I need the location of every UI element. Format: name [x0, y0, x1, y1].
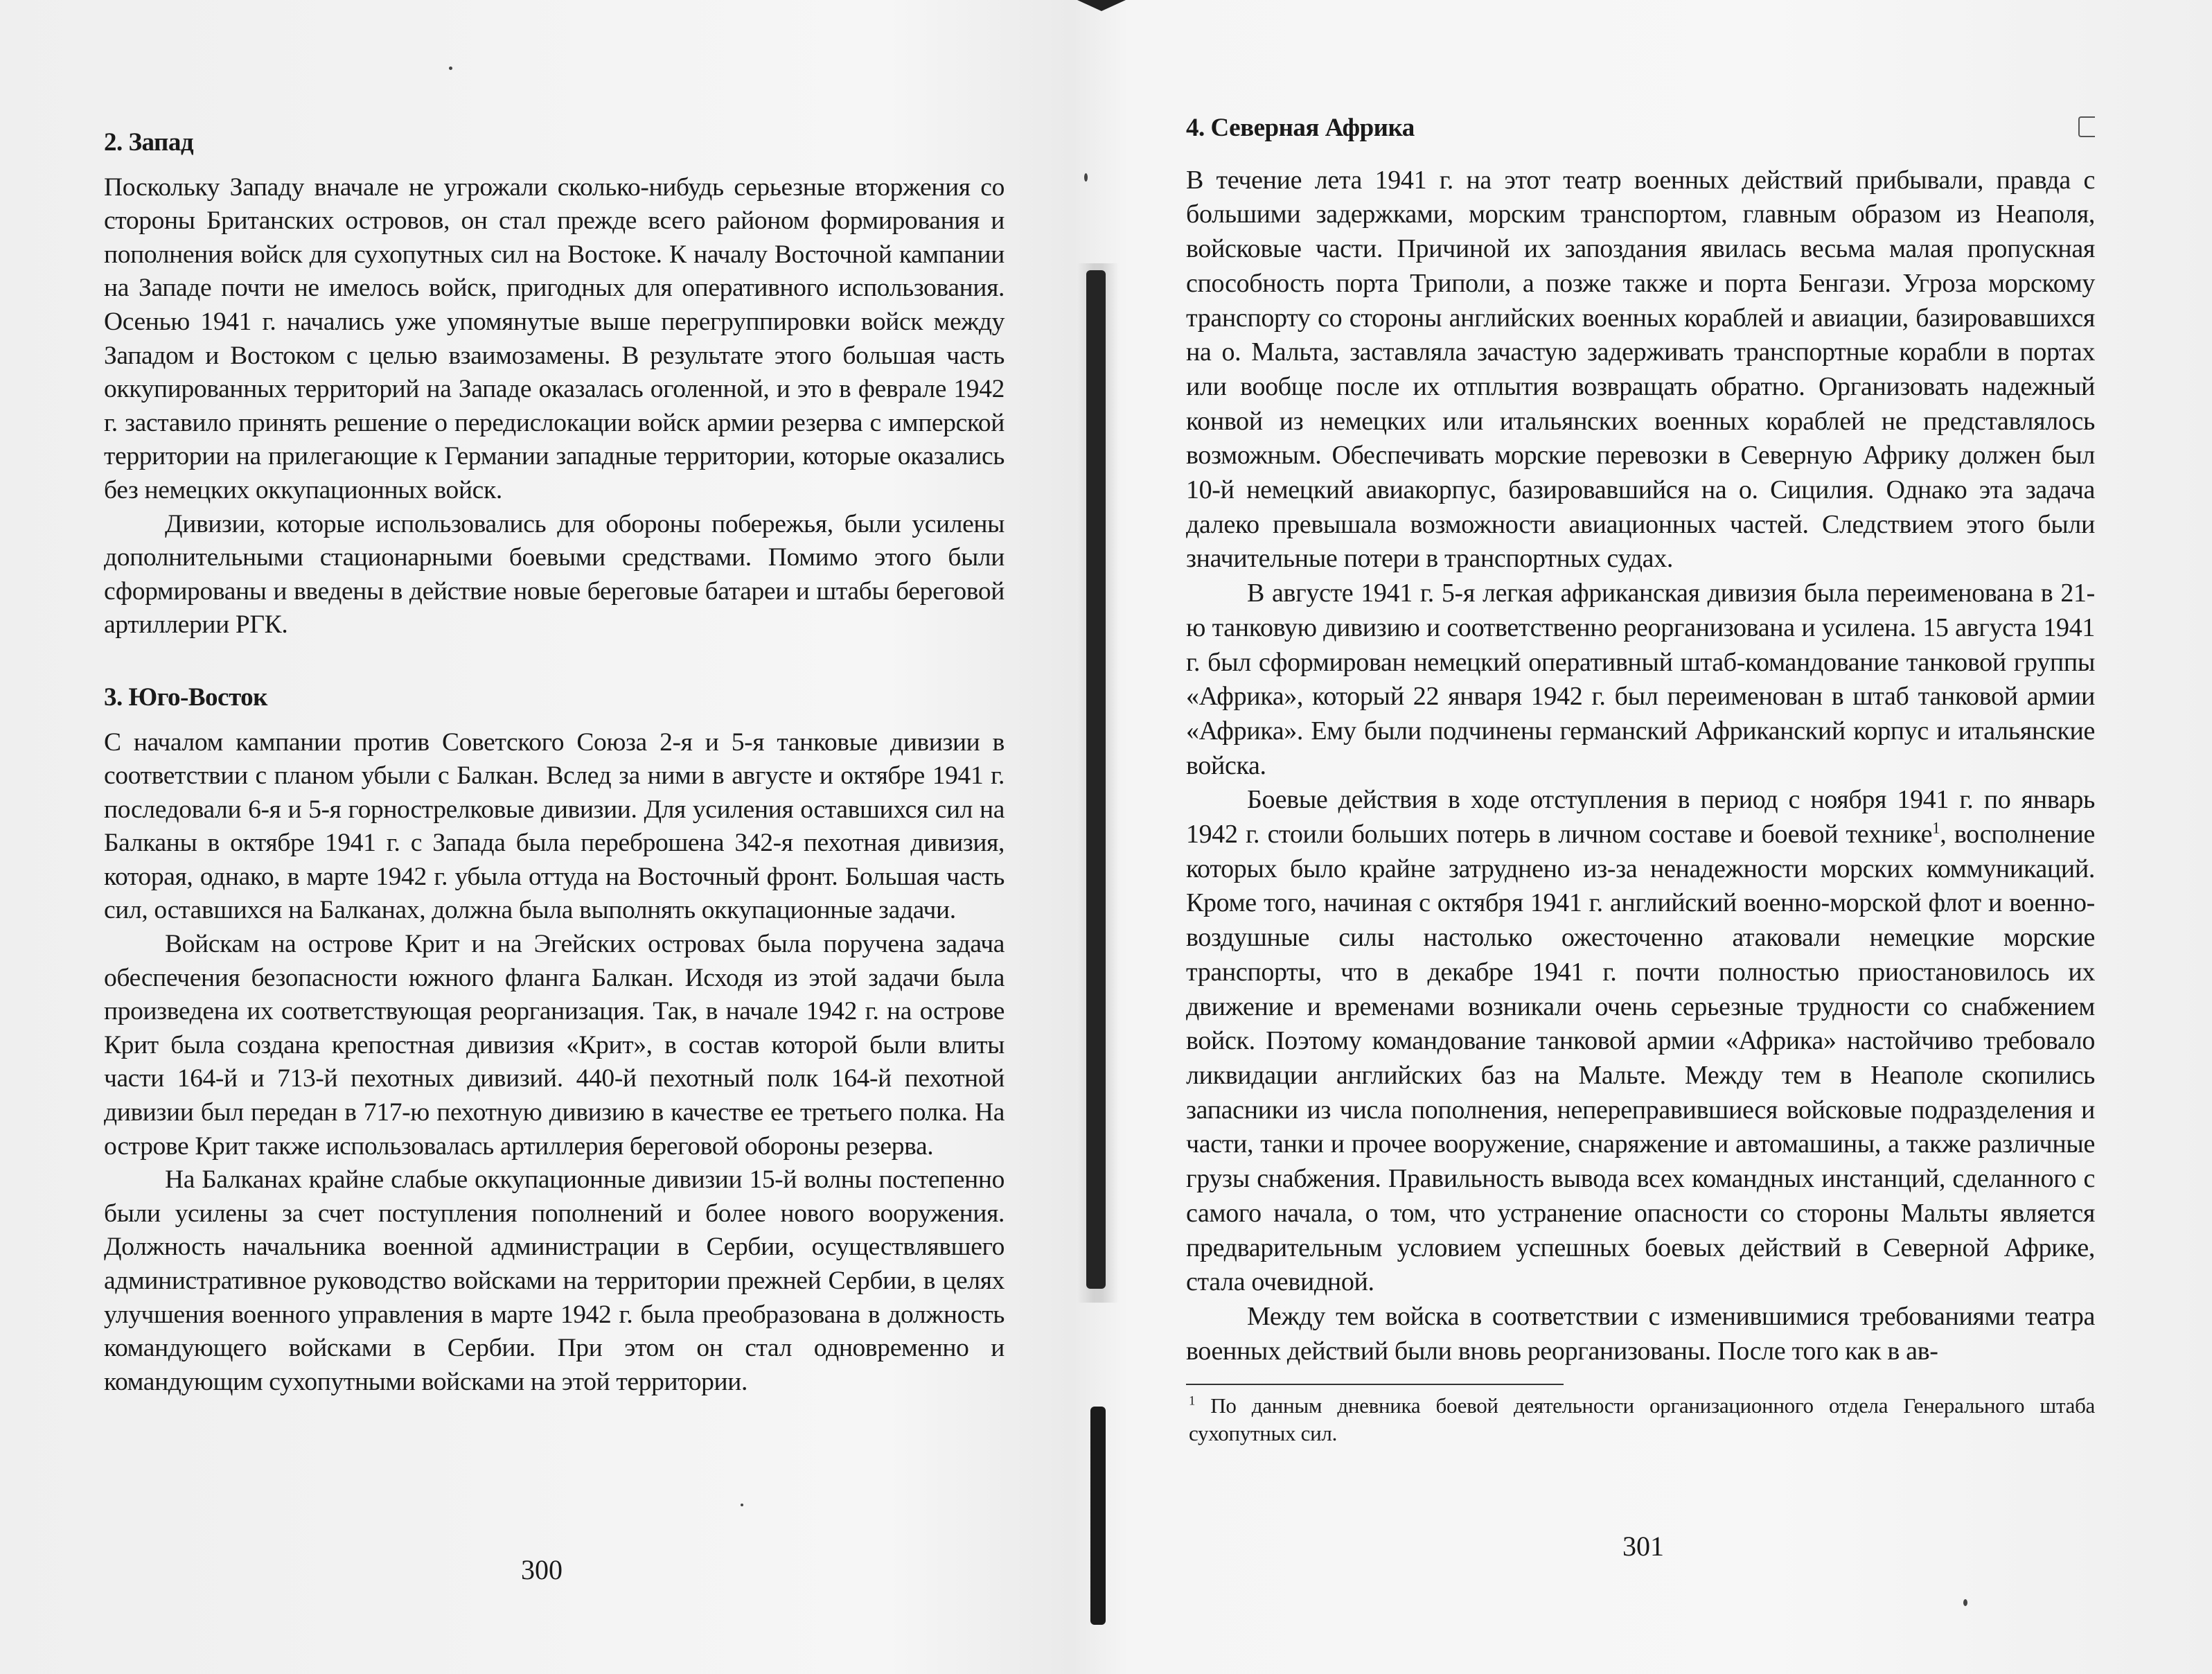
footnote-marker: 1: [1932, 819, 1940, 837]
gutter-binding-mark: [1086, 270, 1106, 1289]
paragraph: В течение лета 1941 г. на этот театр военных действий прибывали, правда с большими задержками, морским транспортом, главным образом из Неаполя, войсковые части. Причиной их запоздания явилась весьма малая пропускная способность порта Триполи, а позже также и порта Бенгази. Угроза морскому транспорту со стороны английских военных кораблей и авиации, базировавшихся на о. Мальта, заставляла зачастую задерживать транспортные корабли в портах или вообще после их отплытия возвращать обратно. Организовать надежный конвой из немецких или итальянских военных кораблей не представлялось возможным. Обеспечивать морские перевозки в Северную Африку должен был 10-й немецкий авиакорпус, базировавшийся на о. Сицилия. Однако эта задача далеко превышала возможности авиационных частей. Следствием этого были значительные потери в транспортных судах.: [1186, 165, 2095, 574]
paragraph: На Балканах крайне слабые оккупационные дивизии 15-й волны постепенно были усилены за счет поступления пополнений и более нового вооружения. Должность начальника военной администрации в Сербии, осуществлявшего административное руководство войсками на территории прежней Сербии, в целях улучшения военного управления в марте 1942 г. была преобразована в должность командующего войсками в Сербии. При этом он стал одновременно и командующим сухопутными войсками на этой территории.: [104, 1165, 1005, 1396]
paragraph-text: Боевые действия в ходе отступления в период с ноября 1941 г. по январь 1942 г. стоили больших потерь в личном составе и боевой технике: [1186, 785, 2095, 849]
scan-speck: [1963, 1599, 1967, 1606]
footnote: [1189, 1392, 2095, 1447]
scan-speck: [741, 1504, 743, 1506]
paragraph: Между тем войска в соответствии с изменившимися требованиями театра военных действий были вновь реорганизованы. После того как в ав-: [1186, 1301, 2095, 1366]
paragraph: Дивизии, которые использовались для обороны побережья, были усилены дополнительными стационарными боевыми средствами. Помимо этого были сформированы и введены в действие новые береговые батареи и штабы береговой артиллерии РГК.: [104, 509, 1005, 640]
paragraph: [1186, 783, 2095, 1300]
page-number-left: 300: [521, 1554, 563, 1585]
scan-artifact: [2078, 116, 2095, 137]
section-heading-west: 2. Запад: [104, 128, 194, 157]
footnote-text: По данным дневника боевой деятельности организационного отдела Генерального штаба сухопутных сил.: [1189, 1393, 2095, 1446]
scan-speck: [449, 67, 452, 70]
right-text-column: [1186, 111, 2095, 1447]
gutter-binding-mark: [1090, 1407, 1106, 1625]
scan-speck: [1084, 173, 1088, 182]
paragraph: Поскольку Западу вначале не угрожали сколько-нибудь серьезные вторжения со стороны Британских островов, он стал прежде всего районом формирования и пополнения войск для сухопутных сил на Востоке. К началу Восточной кампании на Западе почти не имелось войск, пригодных для оперативного использования. Осенью 1941 г. начались уже упомянутые выше перегруппировки войск между Западом и Востоком с целью взаимозамены. В результате этого большая часть оккупированных территорий на Западе оказалась оголенной, и это в феврале 1942 г. заставило принять решение о передислокации войск армии резерва с имперской территории на прилегающие к Германии западные территории, которые оказались без немецких оккупационных войск.: [104, 173, 1005, 504]
page-number-right: 301: [1622, 1531, 1664, 1562]
left-page: [0, 0, 1081, 1674]
section-heading-southeast: 3. Юго-Восток: [104, 682, 267, 712]
paragraph: В августе 1941 г. 5-я легкая африканская дивизия была переименована в 21-ю танковую дивизию и соответственно реорганизована и усилена. 15 августа 1941 г. был сформирован немецкий оперативный штаб-командование танковой группы «Африка», который 22 января 1942 г. был переименован в штаб танковой армии «Африка». Ему были подчинены германский Африканский корпус и итальянские войска.: [1186, 579, 2095, 780]
section-gap: [104, 642, 1005, 681]
paragraph-text: , восполнение которых было крайне затруднено из-за ненадежности морских коммуникаций. Кроме того, начиная с октября 1941 г. английский военно-морской флот и военно-воздушные силы настолько ожесточенно атаковали немецкие морские транспорты, что в декабре 1941 г. почти полностью приостановилось их движение и временами возникали очень серьезные трудности со снабжением войск. Поэтому командование танковой армии «Африка» настойчиво требовало ликвидации английских баз на Мальте. Между тем в Неаполе скопились запасники из числа пополнения, непереправившиеся войсковые подразделения и части, танки и прочее вооружение, снаряжение и автомашины, а также различные грузы снабжения. Правильность вывода всех командных инстанций, сделанного с самого начала, о том, что устранение опасности со стороны Мальты является предварительным условием успешных боевых действий в Северной Африке, стала очевидной.: [1186, 820, 2096, 1297]
footnote-divider: [1186, 1384, 1564, 1385]
left-text-column: [104, 126, 1005, 1399]
paragraph: Войскам на острове Крит и на Эгейских островах была поручена задача обеспечения безопасности южного фланга Балкан. Исходя из этой задачи была произведена их соответствующая реорганизация. Так, в начале 1942 г. на острове Крит была создана крепостная дивизия «Крит», в состав которой были влиты части 164-й и 713-й пехотных дивизий. 440-й пехотный полк 164-й пехотной дивизии был передан в 717-ю пехотную дивизию в качестве ее третьего полка. На острове Крит также использовалась артиллерия береговой обороны резерва.: [104, 930, 1005, 1161]
right-page: [1108, 0, 2212, 1674]
section-heading-north-africa: 4. Северная Африка: [1186, 114, 1415, 142]
paragraph: С началом кампании против Советского Союза 2-я и 5-я танковые дивизии в соответствии с планом убыли с Балкан. Вслед за ними в августе и октябре 1941 г. последовали 6-я и 5-я горнострелковые дивизии. Для усиления оставшихся сил на Балканы в октябре 1941 г. с Запада была переброшена 342-я пехотная дивизия, которая, однако, в марте 1942 г. убыла оттуда на Восточный фронт. Большая часть сил, оставшихся на Балканах, должна была выполнять оккупационные задачи.: [104, 728, 1005, 925]
footnote-number: 1: [1189, 1393, 1195, 1409]
